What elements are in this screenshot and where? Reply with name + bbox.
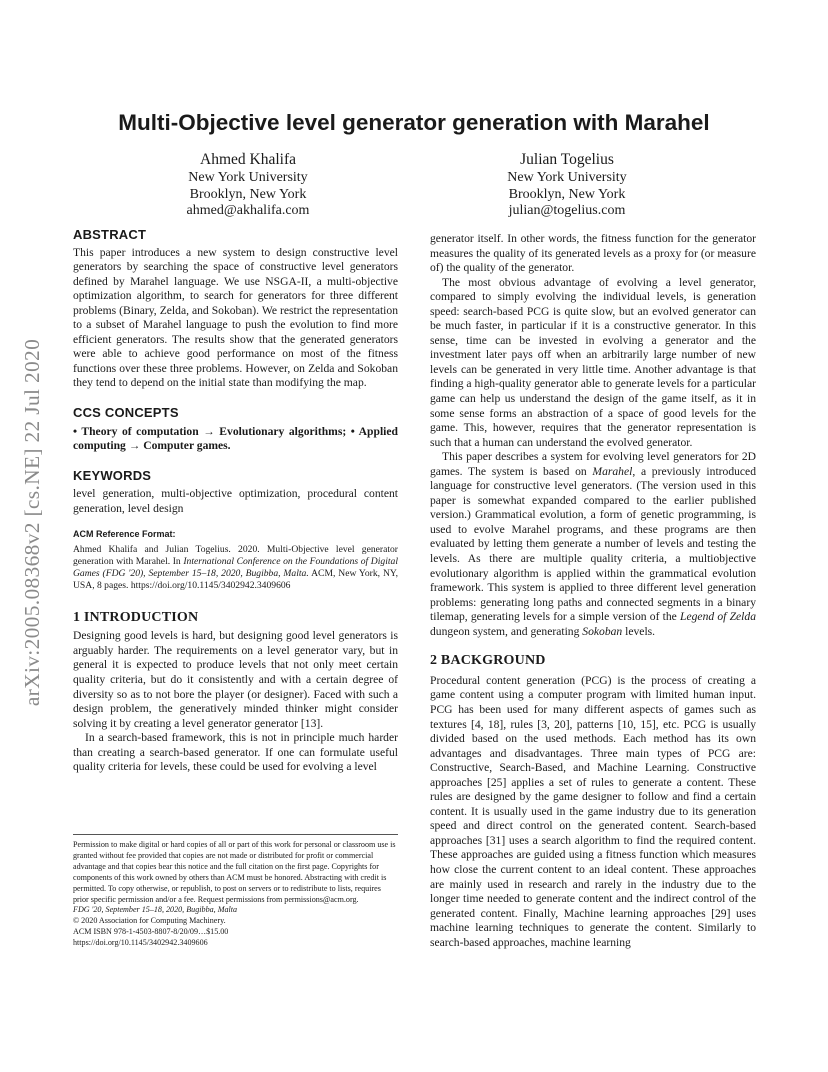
right-column: [430, 232, 756, 950]
acm-ref-venue: International Conference on the Foundations of Digital Games (FDG '20), September 15–18, 2020, Bugibba, Malta.: [73, 555, 398, 579]
intro-paragraph-2: In a search-based framework, this is not in principle much harder than creating a search-based generator. If one can formulate useful quality criteria for levels, these could be used for evolving a level: [73, 731, 398, 774]
left-column: [73, 228, 398, 775]
abstract-text: This paper introduces a new system to design constructive level generators by searching the space of constructive level generators defined by Marahel language. We use NSGA-II, a multi-objective optimization algorithm, to search for generators for three different problems (Binary, Zelda, and Sokoban). We restrict the representation to a subset of Marahel language to push the evolution to find more efficient generators. The results show that the generated generators were able to achieve good performance on most of the fitness functions over these three problems. However, on Zelda and Sokoban they tend to depend on the initial state than modifying the map.: [73, 245, 398, 390]
author-location: Brooklyn, New York: [508, 186, 626, 202]
conference-line: FDG '20, September 15–18, 2020, Bugibba, Malta: [73, 905, 238, 915]
arxiv-identifier: [14, 292, 52, 752]
author-name: Julian Togelius: [520, 151, 614, 168]
italic-zelda: Legend of Zelda: [680, 610, 756, 624]
background-paragraph-1: Procedural content generation (PCG) is the process of creating a game content using a computer program with limited human input. PCG has been used for many different aspects of games such as textures [4, 18], rules [3, 20], patterns [10, 15], etc. PCG is usually divided based on the used methods. Each method has its own advantages and disadvantages. Three main types of PCG are: Constructive, Search-Based, and Machine Learning. Constructive approaches [25] applies a set of rules to generate a content. These rules are designed by the game designer to follow and find a certain content. It is usually used in the game industry due to its generation speed and direct control on the generated content. Search-based approaches [31] uses a search algorithm to find the required content. These approaches are guided using a fitness function which measures how close the current content to an ideal content. These approaches are mainly used in research and rarely in the industry due to the longer time needed to generate content and the indirect control of the generated content. Finally, Machine learning approaches [29] uses machine learning techniques to generate the content. Similarly to search-based approaches, machine learning: [430, 673, 756, 949]
italic-sokoban: Sokoban: [582, 624, 623, 638]
author-email[interactable]: ahmed@akhalifa.com: [186, 203, 310, 218]
acm-ref-label: ACM Reference Format:: [73, 529, 176, 540]
copyright-line: © 2020 Association for Computing Machinery.: [73, 916, 226, 926]
doi-line[interactable]: https://doi.org/10.1145/3402942.3409606: [73, 938, 208, 948]
italic-marahel: Marahel: [592, 464, 633, 478]
ccs-text: • Theory of computation → Evolutionary algorithms; • Applied computing → Computer games.: [73, 424, 398, 453]
intro-paragraph-1: Designing good levels is hard, but designing good level generators is arguably harder. The requirements on a level generator vary, but in general it is expected to produce levels that not only meet certain quality criteria, but do it consistently and with a certain degree of diversity so as to not bore the player (or designer). Faced with such a design problem, the generatively minded thinker might consider solving it by creating a level generator generator [13].: [73, 629, 398, 730]
section-2-heading: 2 BACKGROUND: [430, 653, 546, 669]
ccs-heading: CCS CONCEPTS: [73, 405, 179, 421]
paper-title: Multi-Objective level generator generation with Marahel: [118, 110, 710, 135]
intro-paragraph-3: generator itself. In other words, the fitness function for the generator measures the quality of its generated levels as a proxy for (or measure of) the quality of the generator.: [430, 232, 756, 275]
permission-footnote: [73, 834, 398, 949]
abstract-heading: ABSTRACT: [73, 227, 147, 242]
author-affiliation: New York University: [188, 170, 308, 185]
text-run: dungeon system, and generating: [430, 624, 583, 638]
author-affiliation: New York University: [507, 170, 627, 185]
arxiv-id-text: arXiv:2005.08368v2 [cs.NE] 22 Jul 2020: [20, 338, 45, 706]
keywords-text: level generation, multi-objective optimization, procedural content generation, level design: [73, 487, 398, 515]
author-name: Ahmed Khalifa: [200, 151, 296, 168]
text-run: This paper describes a system for evolving level generators for 2D games. The system is based on: [430, 450, 756, 478]
author-location: Brooklyn, New York: [189, 186, 307, 202]
permission-text: Permission to make digital or hard copies of all or part of this work for personal or classroom use is granted without fee provided that copies are not made or distributed for profit or commercial advantage and that copies bear this notice and the full citation on the first page. Copyrights for components of this work owned by others than ACM must be honored. Abstracting with credit is permitted. To copy otherwise, or republish, to post on servers or to redistribute to lists, requires prior specific permission and/or a fee. Request permissions from permissions@acm.org.: [73, 840, 396, 904]
author-block-2: [447, 150, 687, 220]
isbn-line: ACM ISBN 978-1-4503-8807-8/20/09…$15.00: [73, 927, 229, 937]
keywords-heading: KEYWORDS: [73, 467, 152, 483]
intro-paragraph-5: [430, 450, 756, 639]
text-run: , a previously introduced language for constructive level generators. (The version used in this paper is somewhat expanded compared to the earlier published version.) Grammatical evolution, a form of genetic programming, is used to evolve Marahel programs, and these programs are then evaluated by letting them generate a number of levels and testing the levels. As there are multiple quality criteria, a multiobjective evolutionary algorithm is applied within the grammatical evolution framework. This system is applied to three different level generation problems: generating long paths and connected segments in a binary tilemap, generating levels for a simple version of the: [430, 464, 757, 624]
intro-paragraph-4: The most obvious advantage of evolving a level generator, compared to simply evolving the individual levels, is generation speed: search-based PCG is quite slow, but an evolved generator can be much faster, in particular if it is a constructive generator. In this sense, time can be invested in evolving a generator and the investment later pays off when an arbitrarily large number of new levels can be generated in very little time. Another advantage is that finding a high-quality generator able to generate levels for a particular game can help us understand the design of the game itself, as it in some sense forms an abstraction of a space of good levels for the game. This, however, requires that the generator representation is such that a human can understand the evolved generator.: [430, 275, 756, 449]
author-email[interactable]: julian@togelius.com: [508, 203, 626, 218]
text-run: levels.: [622, 624, 656, 638]
acm-ref-doi[interactable]: ACM, New York, NY, USA, 8 pages. https://doi.org/10.1145/3402942.3409606: [73, 567, 398, 591]
author-block-1: [128, 150, 368, 220]
acm-ref-authors: Ahmed Khalifa and Julian Togelius. 2020. Multi-Objective level generator generation with Marahel. In: [73, 543, 398, 567]
acm-ref-text: [73, 544, 398, 592]
section-1-heading: 1 INTRODUCTION: [73, 609, 199, 625]
